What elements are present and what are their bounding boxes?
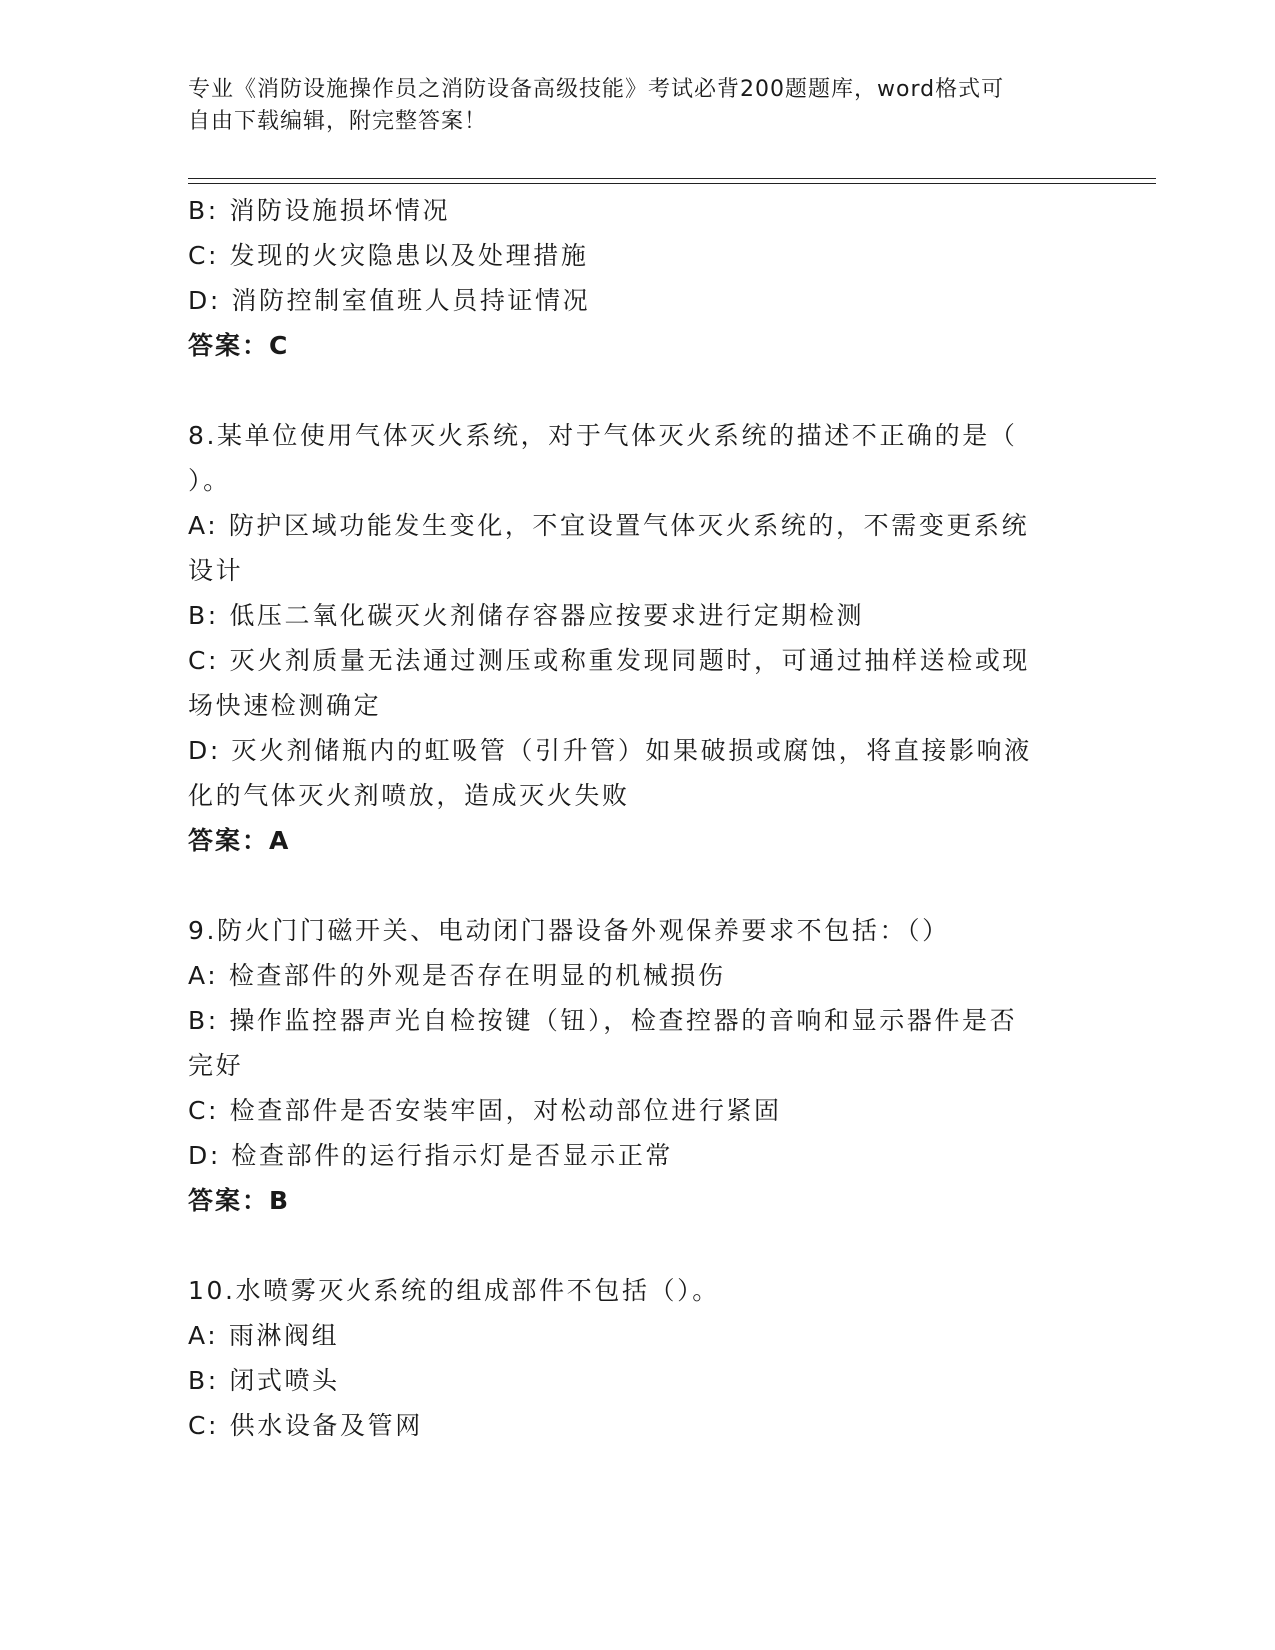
q10-stem: 10.水喷雾灭火系统的组成部件不包括（）。 [188, 1276, 720, 1305]
spacer [188, 863, 1068, 908]
q10-option-b: B: 闭式喷头 [188, 1366, 340, 1395]
spacer [188, 1223, 1068, 1268]
q9-option-d: D: 检查部件的运行指示灯是否显示正常 [188, 1141, 674, 1170]
q7-option-d: D: 消防控制室值班人员持证情况 [188, 286, 591, 315]
question-list [188, 188, 1068, 1448]
q8-option-d-line-2: 化的气体灭火剂喷放，造成灭火失败 [188, 781, 630, 810]
header-divider-top [188, 178, 1156, 179]
q8-option-c-line-2: 场快速检测确定 [188, 691, 382, 720]
document-header [188, 74, 1068, 138]
q9-answer: 答案：B [188, 1186, 291, 1215]
q8-option-a-line-2: 设计 [188, 556, 244, 585]
question-8 [188, 413, 1068, 863]
q8-option-d-line-1: D: 灭火剂储瓶内的虹吸管（引升管）如果破损或腐蚀，将直接影响液 [188, 736, 1032, 765]
q7-option-c: C: 发现的火灾隐患以及处理措施 [188, 241, 589, 270]
q10-option-a: A: 雨淋阀组 [188, 1321, 340, 1350]
q8-option-c-line-1: C: 灭火剂质量无法通过测压或称重发现同题时，可通过抽样送检或现 [188, 646, 1031, 675]
q8-answer: 答案：A [188, 826, 291, 855]
q9-option-b-line-2: 完好 [188, 1051, 244, 1080]
q9-option-b-line-1: B: 操作监控器声光自检按键（钮），检查控器的音响和显示器件是否 [188, 1006, 1018, 1035]
q8-stem-line-1: 8.某单位使用气体灭火系统，对于气体灭火系统的描述不正确的是（ [188, 421, 1018, 450]
question-10 [188, 1268, 1068, 1448]
q7-answer: 答案：C [188, 331, 290, 360]
header-line-2: 自由下载编辑，附完整答案！ [188, 109, 488, 134]
q8-stem-line-2: ）。 [188, 466, 231, 495]
header-line-1: 专业《消防设施操作员之消防设备高级技能》考试必背200题题库，word格式可 [188, 77, 1005, 102]
question-9 [188, 908, 1068, 1223]
q9-stem: 9.防火门门磁开关、电动闭门器设备外观保养要求不包括：（） [188, 916, 950, 945]
q7-option-b: B: 消防设施损坏情况 [188, 196, 451, 225]
question-7-tail [188, 188, 1068, 368]
q9-option-a: A: 检查部件的外观是否存在明显的机械损伤 [188, 961, 726, 990]
header-divider-bottom [188, 183, 1156, 184]
q8-option-a-line-1: A: 防护区域功能发生变化，不宜设置气体灭火系统的，不需变更系统 [188, 511, 1030, 540]
q10-option-c: C: 供水设备及管网 [188, 1411, 423, 1440]
q9-option-c: C: 检查部件是否安装牢固，对松动部位进行紧固 [188, 1096, 782, 1125]
q8-option-b: B: 低压二氧化碳灭火剂储存容器应按要求进行定期检测 [188, 601, 865, 630]
spacer [188, 368, 1068, 413]
